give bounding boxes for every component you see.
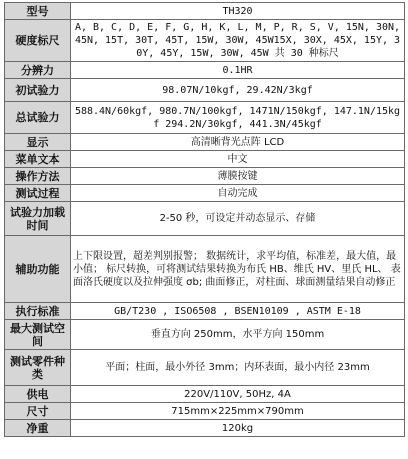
row-value-load-time: 2-50 秒，可设定并动态显示、存储 bbox=[71, 202, 405, 236]
row-label-aux-functions: 辅助功能 bbox=[5, 236, 71, 303]
row-label-menu-text: 菜单文本 bbox=[5, 151, 71, 168]
row-value-dimensions: 715mm×225mm×790mm bbox=[71, 403, 405, 420]
table-row bbox=[5, 386, 405, 403]
table-row bbox=[5, 79, 405, 102]
row-value-resolution: 0.1HR bbox=[71, 62, 405, 79]
table-row bbox=[5, 303, 405, 320]
table-row bbox=[5, 320, 405, 350]
row-label-total-force: 总试验力 bbox=[5, 102, 71, 134]
row-label-standards: 执行标准 bbox=[5, 303, 71, 320]
table-row bbox=[5, 134, 405, 151]
row-label-initial-force: 初试验力 bbox=[5, 79, 71, 102]
row-value-display: 高清晰背光点阵 LCD bbox=[71, 134, 405, 151]
row-value-aux-functions: 上下限设置，超差判别报警； 数据统计，求平均值，标准差，最大值，最小值； 标尺转换，可将测试结果转换为布氏 HB、维氏 HV、里氏 HL、 表面洛氏硬度以及拉伸强度 σb; 曲面修正，对柱面、球面测量结果自动修正 bbox=[71, 236, 405, 303]
table-row bbox=[5, 185, 405, 202]
row-value-model: TH320 bbox=[71, 3, 405, 20]
row-label-display: 显示 bbox=[5, 134, 71, 151]
table-row bbox=[5, 350, 405, 386]
table-row bbox=[5, 62, 405, 79]
table-row bbox=[5, 403, 405, 420]
row-value-total-force: 588.4N/60kgf, 980.7N/100kgf, 1471N/150kgf, 147.1N/15kgf 294.2N/30kgf, 441.3N/45kgf bbox=[71, 102, 405, 134]
row-value-test-process: 自动完成 bbox=[71, 185, 405, 202]
spec-table-wrapper bbox=[4, 2, 404, 437]
table-row bbox=[5, 236, 405, 303]
table-row bbox=[5, 20, 405, 62]
table-row bbox=[5, 420, 405, 437]
row-label-part-types: 测试零件种类 bbox=[5, 350, 71, 386]
table-row bbox=[5, 151, 405, 168]
table-row bbox=[5, 3, 405, 20]
row-value-operation: 薄膜按键 bbox=[71, 168, 405, 185]
row-value-menu-text: 中文 bbox=[71, 151, 405, 168]
table-row bbox=[5, 168, 405, 185]
table-row bbox=[5, 102, 405, 134]
row-label-max-space: 最大测试空间 bbox=[5, 320, 71, 350]
row-label-hardness-scale: 硬度标尺 bbox=[5, 20, 71, 62]
row-value-initial-force: 98.07N/10kgf, 29.42N/3kgf bbox=[71, 79, 405, 102]
table-row bbox=[5, 202, 405, 236]
row-label-net-weight: 净重 bbox=[5, 420, 71, 437]
row-label-operation: 操作方法 bbox=[5, 168, 71, 185]
row-label-load-time: 试验力加载时间 bbox=[5, 202, 71, 236]
row-value-power: 220V/110V, 50Hz, 4A bbox=[71, 386, 405, 403]
spec-table bbox=[4, 2, 405, 437]
row-value-max-space: 垂直方向 250mm，水平方向 150mm bbox=[71, 320, 405, 350]
row-label-dimensions: 尺寸 bbox=[5, 403, 71, 420]
row-value-net-weight: 120kg bbox=[71, 420, 405, 437]
row-label-power: 供电 bbox=[5, 386, 71, 403]
row-label-test-process: 测试过程 bbox=[5, 185, 71, 202]
row-label-resolution: 分辨力 bbox=[5, 62, 71, 79]
row-label-model: 型号 bbox=[5, 3, 71, 20]
row-value-part-types: 平面；柱面，最小外径 3mm；内环表面，最小内径 23mm bbox=[71, 350, 405, 386]
row-value-standards: GB/T230 , ISO6508 , BSEN10109 , ASTM E-18 bbox=[71, 303, 405, 320]
row-value-hardness-scale: A, B, C, D, E, F, G, H, K, L, M, P, R, S, V, 15N, 30N, 45N, 15T, 30T, 45T, 15W, 30W, 45W15X, 30X, 45X, 15Y, 30Y, 45Y, 15W, 30W, 45W 共 30 种标尺 bbox=[71, 20, 405, 62]
